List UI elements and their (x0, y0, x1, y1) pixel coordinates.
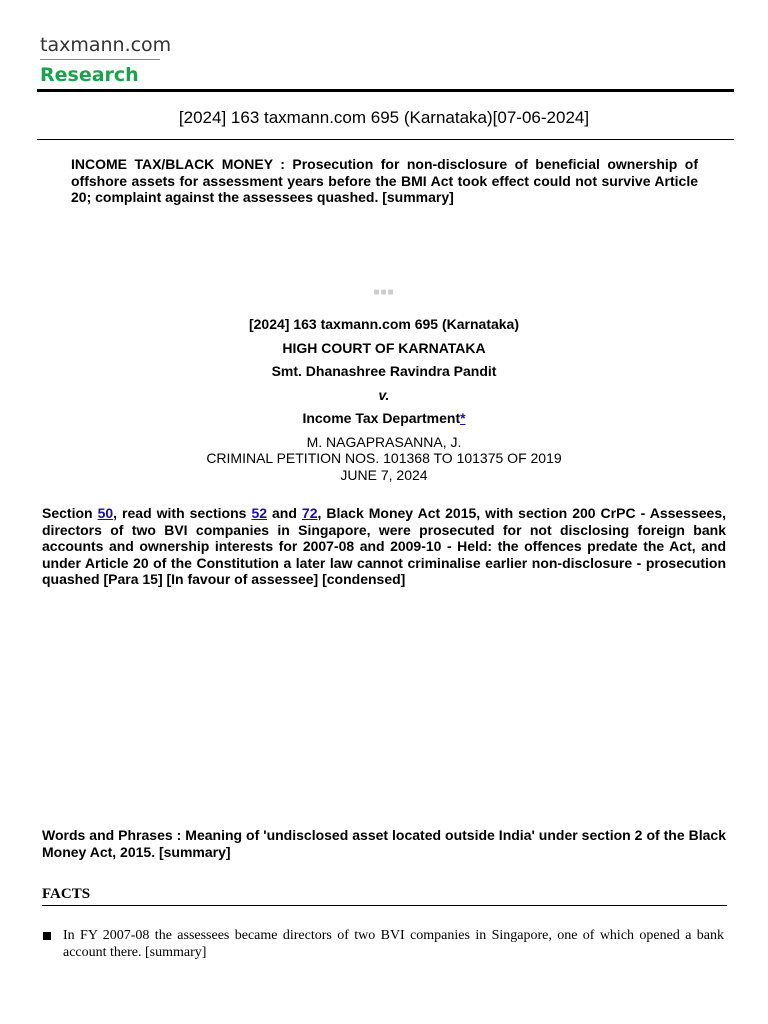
section-50-link[interactable]: 50 (97, 505, 114, 521)
summary-text: Section (42, 505, 98, 521)
summary-text: , read with sections (113, 505, 252, 521)
case-details (0, 316, 768, 483)
words-and-phrases: Words and Phrases : Meaning of 'undisclosed asset located outside India' under section 2 of the Black Money Act, 2015. [summary] (42, 827, 726, 860)
section-52-link[interactable]: 52 (251, 505, 268, 521)
petition-number: CRIMINAL PETITION NOS. 101368 TO 101375 OF 2019 (206, 450, 562, 466)
section-separator: ■■■ (373, 287, 395, 298)
versus-label: v. (378, 386, 390, 403)
site-header (40, 34, 171, 86)
summary-text: , Black Money Act 2015, with section 200 CrPC - Assessees, directors of two BVI companies in Singapore, were prosecuted for not disclosing foreign bank accounts and ownership interests for 2007-08 and 2009-10 - Held: the offences predate the Act, and under Article 20 of the Constitution a later law cannot criminalise earlier non-disclosure - prosecution quashed [Para 15] [In favour of assessee] [condensed] (42, 505, 726, 587)
facts-list (42, 928, 724, 961)
judgment-date: JUNE 7, 2024 (340, 466, 428, 483)
research-label: Research (40, 64, 139, 86)
brand-logo-text[interactable]: taxmann.com (40, 34, 172, 56)
respondent-line (0, 410, 768, 426)
respondent-footnote-link[interactable]: * (460, 410, 466, 426)
list-item (42, 928, 724, 961)
court-name: HIGH COURT OF KARNATAKA (282, 339, 486, 356)
facts-rule (42, 905, 727, 906)
summary-text: and (267, 505, 302, 521)
fact-text: In FY 2007-08 the assessees became directors of two BVI companies in Singapore, one of which opened a bank account there. [summary] (63, 928, 724, 960)
page-title: [2024] 163 taxmann.com 695 (Karnataka)[07-06-2024] (178, 108, 590, 127)
headnote: INCOME TAX/BLACK MONEY : Prosecution for non-disclosure of beneficial ownership of offshore assets for assessment years before the BMI Act took effect could not survive Article 20; complaint against the assessees quashed. [summary] (71, 156, 698, 205)
brand-divider (40, 59, 160, 60)
facts-heading: FACTS (42, 886, 91, 902)
header-rule (37, 89, 734, 92)
section-72-link[interactable]: 72 (301, 505, 318, 521)
title-rule (37, 139, 734, 140)
judge-name: M. NAGAPRASANNA, J. (306, 433, 462, 450)
square-bullet-icon (43, 932, 51, 940)
case-summary (42, 505, 726, 588)
respondent-name: Income Tax Department (302, 410, 461, 426)
petitioner-name: Smt. Dhanashree Ravindra Pandit (271, 363, 497, 379)
case-citation: [2024] 163 taxmann.com 695 (Karnataka) (248, 316, 520, 332)
